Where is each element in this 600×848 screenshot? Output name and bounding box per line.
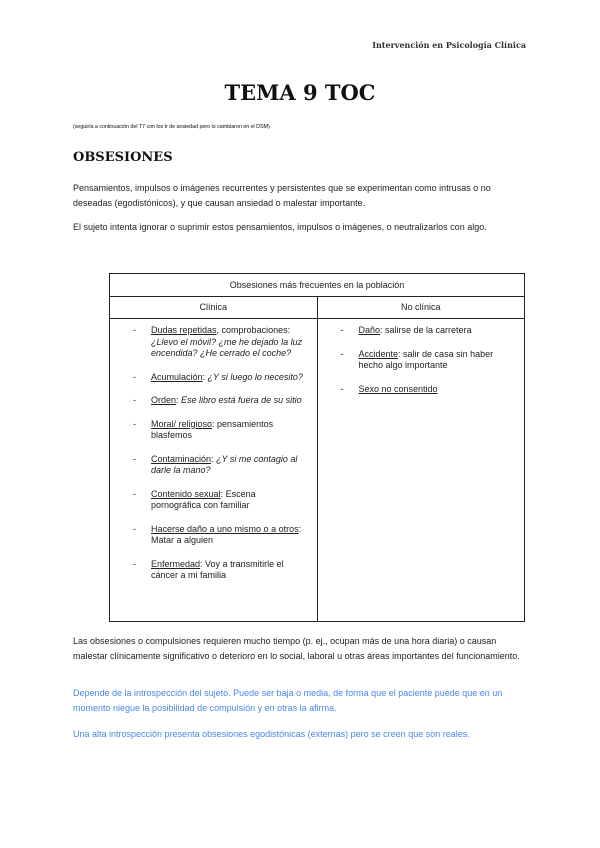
separator: :	[202, 371, 208, 382]
column-header-no-clinica: No clínica	[317, 297, 525, 319]
list-item-text	[151, 489, 307, 512]
obsessions-table	[109, 273, 525, 622]
obsession-type: Contenido sexual	[151, 488, 221, 499]
obsession-type: Sexo no consentido	[358, 383, 438, 394]
list-item	[120, 489, 307, 512]
list-item	[328, 325, 515, 337]
list-item-text	[359, 384, 515, 396]
bullet-dash: -	[133, 558, 136, 569]
separator: :	[212, 418, 218, 429]
separator: :	[298, 523, 302, 534]
obsession-example: ¿Y si me contagio al darle la mano?	[151, 453, 298, 475]
list-item-text	[151, 559, 307, 582]
bullet-dash: -	[340, 348, 344, 359]
list-item	[328, 384, 515, 396]
separator: :	[398, 348, 404, 359]
section-title: OBSESIONES	[73, 150, 173, 165]
list-item-text	[151, 524, 307, 547]
bullet-dash: -	[133, 523, 136, 534]
bullet-dash: -	[133, 453, 136, 464]
bullet-dash: -	[133, 371, 136, 382]
separator: :	[211, 453, 217, 464]
list-item-text	[151, 419, 307, 442]
list-item	[120, 325, 307, 360]
paragraph-introspection: Depende de la introspección del sujeto. Puede ser baja o media, de forma que el paciente puede que en un momento niegue la posibilidad de compulsión y en otras la afirma.	[73, 688, 503, 713]
bullet-dash: -	[133, 325, 136, 335]
list-item	[120, 395, 307, 407]
bullet-dash: -	[340, 325, 344, 335]
obsession-example: Voy a transmitirle el cáncer a mi familia	[151, 558, 284, 580]
obsession-type: Accidente	[358, 348, 399, 359]
page-title: TEMA 9 TOC	[224, 80, 376, 105]
separator: :	[200, 558, 206, 569]
obsession-type: Dudas repetidas	[151, 325, 217, 335]
clinica-cell	[110, 319, 318, 622]
obsession-type: Contaminación	[151, 453, 212, 464]
document-header: Intervención en Psicología Clínica	[372, 40, 526, 50]
obsession-type: Moral/ religioso	[151, 418, 213, 429]
list-item-text	[151, 372, 307, 384]
obsession-example: Matar a alguien	[151, 535, 214, 545]
obsession-type: Acumulación	[151, 371, 203, 382]
list-item-text	[151, 454, 307, 477]
no-clinica-list	[328, 325, 515, 395]
list-item-text	[151, 395, 307, 407]
list-item	[328, 349, 515, 372]
bullet-dash: -	[340, 383, 344, 394]
table-caption: Obsesiones más frecuentes en la población	[110, 274, 525, 297]
obsession-example: Escena pornográfica con familiar	[151, 488, 256, 510]
bullet-dash: -	[133, 418, 136, 429]
obsession-example: ¿Llevo el móvil? ¿me he dejado la luz encendida? ¿He cerrado el coche?	[151, 336, 303, 358]
obsession-example: Ese libro está fuera de su sitio	[181, 395, 302, 405]
paragraph-criteria: Las obsesiones o compulsiones requieren mucho tiempo (p. ej., ocupan más de una hora diaria) o causan malestar clínicamente significativo o deterioro en lo social, laboral u otras áreas importantes del funcionamiento.	[73, 636, 520, 661]
obsession-example: pensamientos blasfemos	[151, 418, 274, 440]
column-header-clinica: Clínica	[110, 297, 318, 319]
paragraph-definition: Pensamientos, impulsos o imágenes recurrentes y persistentes que se experimentan como intrusas o no deseadas (egodistónicos), y que causan ansiedad o malestar importante.	[73, 183, 491, 208]
subtitle-note: (seguiría a continuación del T7 con los tr de ansiedad pero lo cambiaron en el DSM)	[73, 124, 270, 130]
bullet-dash: -	[133, 488, 136, 499]
list-item	[120, 372, 307, 384]
separator: , comprobaciones:	[216, 325, 291, 335]
paragraph-high-introspection: Una alta introspección presenta obsesiones egodistónicas (externas) pero se creen que son reales.	[73, 729, 470, 739]
obsession-example: salirse de la carretera	[385, 325, 472, 335]
obsession-example: salir de casa sin haber hecho algo importante	[358, 348, 494, 370]
obsession-type: Orden	[151, 395, 177, 405]
paragraph-suppression: El sujeto intenta ignorar o suprimir estos pensamientos, impulsos o imágenes, o neutralizarlos con algo.	[73, 222, 487, 232]
list-item	[120, 419, 307, 442]
list-item	[120, 524, 307, 547]
separator: :	[176, 395, 182, 405]
bullet-dash: -	[133, 395, 136, 405]
list-item	[120, 559, 307, 582]
separator: :	[380, 325, 386, 335]
list-item-text	[151, 325, 307, 360]
no-clinica-cell	[317, 319, 525, 622]
obsession-type: Daño	[358, 325, 381, 335]
list-item	[120, 454, 307, 477]
clinica-list	[120, 325, 307, 582]
separator: :	[220, 488, 226, 499]
list-item-text	[359, 349, 515, 372]
obsession-type: Hacerse daño a uno mismo o a otros	[151, 523, 299, 534]
obsession-example: ¿Y si luego lo necesito?	[207, 371, 303, 382]
obsession-type: Enfermedad	[151, 558, 201, 569]
list-item-text	[359, 325, 515, 337]
